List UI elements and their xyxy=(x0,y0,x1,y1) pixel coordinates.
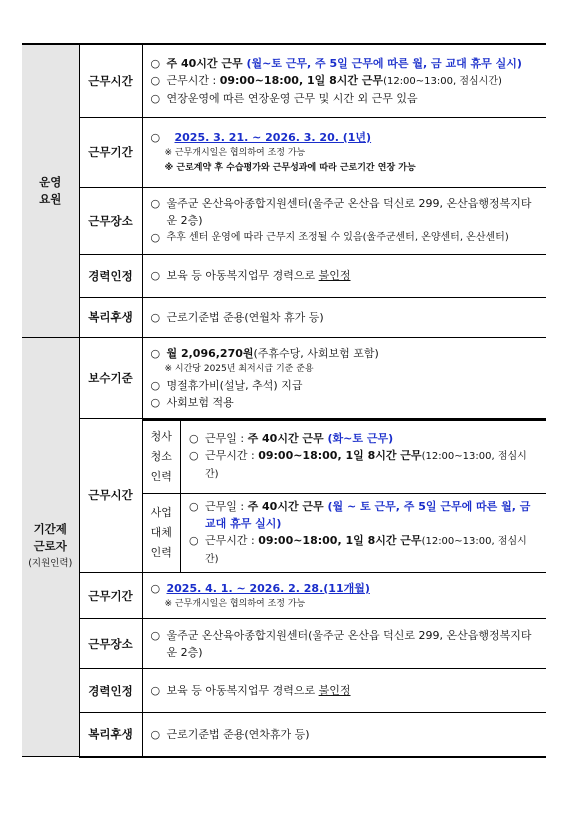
cleaning-staff-content xyxy=(181,420,547,494)
circle-bullet-icon: ○ xyxy=(189,449,199,463)
circle-bullet-icon: ○ xyxy=(189,534,199,547)
hours-subtable xyxy=(143,419,547,573)
circle-bullet-icon: ○ xyxy=(150,130,161,144)
circle-bullet-icon: ○ xyxy=(150,727,161,741)
circle-bullet-icon: ○ xyxy=(150,378,161,392)
text: 울주군 온산육아종합지원센터(울주군 온산읍 덕신로 299, 온산읍행정복지타운 2층) xyxy=(166,628,532,659)
small-text: (12:00~13:00, 점심시간) xyxy=(205,536,527,565)
text: 연장운영에 따른 연장운영 근무 및 시간 외 근무 있음 xyxy=(166,91,418,105)
circle-bullet-icon: ○ xyxy=(150,310,161,324)
operation-place-content xyxy=(142,187,546,254)
underlined-text: 불인정 xyxy=(318,684,351,697)
cleaning-staff-row xyxy=(143,420,547,494)
operation-welfare-content xyxy=(142,297,546,337)
substitute-staff-label: 사업 대체 인력 xyxy=(143,494,181,573)
circle-bullet-icon: ○ xyxy=(150,581,161,595)
text: 사회보험 적용 xyxy=(166,395,234,409)
circle-bullet-icon: ○ xyxy=(150,231,161,244)
text: 근로기준법 준용(연차휴가 등) xyxy=(166,727,310,741)
operation-place-line-1 xyxy=(151,195,541,229)
recruitment-conditions-table xyxy=(22,43,546,758)
category-operation-label: 운영 요원 xyxy=(39,174,62,206)
underlined-text: 불인정 xyxy=(318,269,351,282)
fixed-term-career-content xyxy=(142,669,546,713)
text: 근무시간 : xyxy=(205,449,259,463)
fixed-term-place-row xyxy=(22,619,546,669)
text: 주 40시간 근무 xyxy=(166,56,247,70)
operation-hours-line-3 xyxy=(151,90,541,107)
operation-career-content xyxy=(142,254,546,297)
highlight-text: (화~토 근무) xyxy=(327,432,394,446)
fixed-term-place-content xyxy=(142,619,546,669)
operation-place-line-2 xyxy=(151,229,541,246)
circle-bullet-icon: ○ xyxy=(189,500,199,513)
salary-amount: 월 2,096,270원 xyxy=(166,346,254,360)
period-note: ※ 근무개시일은 협의하여 조정 가능 xyxy=(164,147,306,158)
operation-hours-line-1 xyxy=(151,55,541,72)
fixed-term-place-label: 근무장소 xyxy=(79,619,142,669)
text: 명절휴가비(설날, 추석) 지급 xyxy=(166,378,303,392)
bold-text: 주 40시간 근무 xyxy=(247,500,328,513)
circle-bullet-icon: ○ xyxy=(150,684,161,697)
fixed-term-pay-row xyxy=(22,337,546,418)
operation-period-label: 근무기간 xyxy=(79,117,142,187)
operation-place-label: 근무장소 xyxy=(79,187,142,254)
circle-bullet-icon: ○ xyxy=(150,346,161,360)
circle-bullet-icon: ○ xyxy=(150,73,161,87)
operation-career-row xyxy=(22,254,546,297)
fixed-term-welfare-label: 복리후생 xyxy=(79,713,142,757)
fixed-term-hours-label: 근무시간 xyxy=(79,418,142,573)
circle-bullet-icon: ○ xyxy=(150,269,161,282)
text: 근무시간 : xyxy=(205,534,259,547)
small-text: (12:00~13:00, 점심시간) xyxy=(205,451,527,481)
fixed-term-period-label: 근무기간 xyxy=(79,573,142,619)
text: 보육 등 아동복지업무 경력으로 xyxy=(166,684,319,697)
text: 울주군 온산육아종합지원센터(울주군 온산읍 덕신로 299, 온산읍행정복지타운 2층) xyxy=(166,197,532,227)
bold-text: 09:00~18:00, 1일 8시간 근무 xyxy=(258,449,422,463)
category-fixed-term-sub: (지원인력) xyxy=(28,558,73,570)
category-operation xyxy=(22,44,79,337)
operation-period-content xyxy=(142,117,546,187)
circle-bullet-icon: ○ xyxy=(150,91,161,105)
fixed-term-welfare-content xyxy=(142,713,546,757)
fixed-term-period-content xyxy=(142,573,546,619)
text: 보육 등 아동복지업무 경력으로 xyxy=(166,269,319,282)
operation-career-label: 경력인정 xyxy=(79,254,142,297)
text: 근무일 : xyxy=(205,432,248,446)
circle-bullet-icon: ○ xyxy=(150,197,161,210)
cleaning-staff-label: 청사 청소 인력 xyxy=(143,420,181,494)
operation-period-line xyxy=(151,129,541,146)
category-fixed-term xyxy=(22,337,79,757)
operation-hours-line-2 xyxy=(151,72,541,90)
fixed-term-hours-row xyxy=(22,418,546,573)
period-note: ※ 근무개시일은 협의하여 조정 가능 xyxy=(164,598,306,609)
category-fixed-term-label: 기간제 근로자 xyxy=(33,522,67,554)
operation-welfare-row xyxy=(22,297,546,337)
fixed-term-period-row xyxy=(22,573,546,619)
circle-bullet-icon: ○ xyxy=(150,628,161,642)
operation-hours-content xyxy=(142,44,546,117)
circle-bullet-icon: ○ xyxy=(150,395,161,409)
text: 근무시간 : xyxy=(166,73,220,87)
period-extension-note: ※ 근로계약 후 수습평가와 근무성과에 따라 근로기간 연장 가능 xyxy=(164,162,416,173)
operation-welfare-label: 복리후생 xyxy=(79,297,142,337)
operation-place-row xyxy=(22,187,546,254)
bold-text: 09:00~18:00, 1일 8시간 근무 xyxy=(219,73,384,87)
fixed-term-career-label: 경력인정 xyxy=(79,669,142,713)
period-date: 2025. 4. 1. ~ 2026. 2. 28.(11개월) xyxy=(166,581,370,595)
substitute-staff-row xyxy=(143,494,547,573)
operation-period-row xyxy=(22,117,546,187)
bold-text: 09:00~18:00, 1일 8시간 근무 xyxy=(258,534,422,547)
highlight-text: (월~토 근무, 주 5일 근무에 따른 월, 금 교대 휴무 실시) xyxy=(246,56,522,70)
fixed-term-hours-nested xyxy=(142,418,546,573)
period-date: 2025. 3. 21. ~ 2026. 3. 20. (1년) xyxy=(174,130,372,144)
operation-hours-row xyxy=(22,44,546,117)
text: (주휴수당, 사회보험 포함) xyxy=(253,346,379,360)
highlight-text: (월 ~ 토 근무, 주 5일 근무에 따른 월, 금 교대 휴무 실시) xyxy=(205,500,531,530)
circle-bullet-icon: ○ xyxy=(189,432,199,446)
small-text: (12:00~13:00, 점심시간) xyxy=(383,75,502,87)
circle-bullet-icon: ○ xyxy=(150,56,161,70)
fixed-term-welfare-row xyxy=(22,713,546,757)
fixed-term-career-row xyxy=(22,669,546,713)
substitute-staff-content xyxy=(181,494,547,573)
pay-note: ※ 시간당 2025년 최저시급 기준 준용 xyxy=(164,363,314,374)
fixed-term-pay-label: 보수기준 xyxy=(79,337,142,418)
bold-text: 주 40시간 근무 xyxy=(247,432,328,446)
text: 근무일 : xyxy=(205,500,248,513)
text: 추후 센터 운영에 따라 근무지 조정될 수 있음(울주군센터, 온양센터, 온산센터) xyxy=(166,232,509,243)
fixed-term-pay-content xyxy=(142,337,546,418)
text: 근로기준법 준용(연월차 휴가 등) xyxy=(166,310,324,324)
operation-hours-label: 근무시간 xyxy=(79,44,142,117)
